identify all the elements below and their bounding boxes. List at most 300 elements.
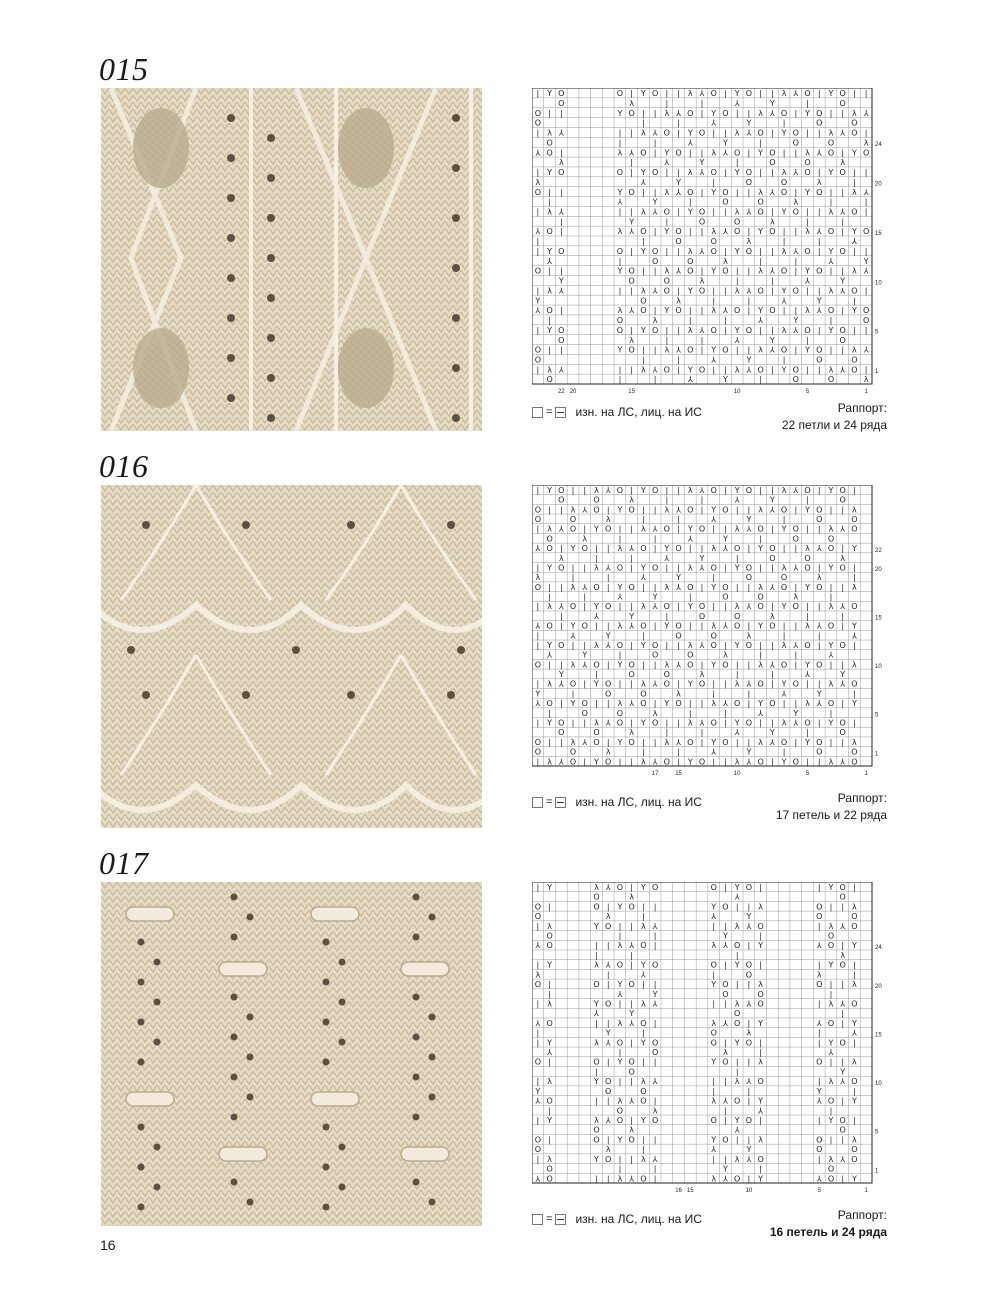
page-number: 16	[100, 1237, 116, 1253]
svg-text:|: |	[782, 747, 786, 757]
svg-text:|: |	[630, 999, 634, 1009]
svg-text:|: |	[653, 375, 657, 385]
svg-text:|: |	[606, 582, 610, 592]
svg-text:|: |	[817, 999, 821, 1009]
svg-text:Y: Y	[711, 582, 717, 592]
svg-text:Y: Y	[851, 227, 857, 237]
svg-text:λ: λ	[828, 524, 834, 534]
svg-text:λ: λ	[641, 365, 646, 375]
svg-text:λ: λ	[723, 256, 728, 266]
chart-row-label: 5	[875, 329, 879, 336]
svg-text:|: |	[794, 256, 798, 266]
svg-text:λ: λ	[594, 960, 599, 970]
svg-text:⅄: ⅄	[781, 689, 787, 699]
svg-text:Y: Y	[699, 158, 705, 168]
svg-text:|: |	[595, 621, 598, 631]
svg-text:O: O	[722, 345, 729, 355]
svg-text:λ: λ	[547, 999, 552, 1009]
svg-text:|: |	[724, 365, 727, 375]
svg-text:⅄: ⅄	[652, 365, 658, 375]
svg-text:λ: λ	[629, 1125, 635, 1135]
svg-text:|: |	[735, 345, 739, 355]
svg-text:⅄: ⅄	[640, 970, 646, 980]
chart-col-label: 5	[805, 771, 810, 777]
svg-text:⅄: ⅄	[652, 679, 658, 689]
chart-col-label: 17	[651, 771, 659, 777]
svg-text:|: |	[595, 544, 598, 554]
svg-text:⅄: ⅄	[746, 999, 752, 1009]
svg-text:O: O	[816, 187, 823, 197]
svg-text:λ: λ	[664, 505, 670, 515]
svg-text:|: |	[747, 1135, 751, 1145]
svg-text:|: |	[829, 197, 833, 207]
svg-text:|: |	[829, 187, 833, 197]
svg-text:λ: λ	[535, 177, 541, 187]
svg-text:|: |	[677, 128, 680, 138]
svg-text:⅄: ⅄	[793, 563, 799, 573]
svg-text:⅄: ⅄	[594, 611, 599, 621]
svg-text:λ: λ	[852, 1135, 857, 1145]
svg-text:|: |	[665, 217, 669, 227]
svg-text:⅄: ⅄	[558, 207, 564, 217]
svg-text:|: |	[642, 345, 645, 355]
svg-text:O: O	[534, 660, 542, 670]
svg-text:Y: Y	[746, 747, 752, 757]
svg-text:|: |	[782, 237, 786, 247]
svg-text:|: |	[735, 1067, 739, 1077]
repeat-info-016	[776, 790, 887, 824]
svg-text:⅄: ⅄	[851, 237, 857, 247]
svg-text:O: O	[839, 98, 846, 108]
svg-text:|: |	[724, 921, 727, 931]
svg-text:⅄: ⅄	[547, 650, 553, 660]
svg-text:⅄: ⅄	[605, 563, 611, 573]
svg-text:|: |	[853, 960, 856, 970]
svg-text:O: O	[734, 941, 741, 951]
svg-text:O: O	[628, 670, 635, 680]
equals-sign: =	[546, 796, 553, 808]
svg-text:|: |	[817, 960, 821, 970]
svg-text:O: O	[745, 1115, 753, 1125]
svg-text:⅄: ⅄	[816, 699, 822, 709]
svg-text:|: |	[642, 737, 645, 747]
svg-text:|: |	[630, 640, 634, 650]
svg-text:|: |	[595, 670, 598, 680]
swatch-photo-016	[101, 485, 482, 828]
svg-text:Y: Y	[711, 737, 717, 747]
svg-text:O: O	[722, 187, 729, 197]
svg-text:Y: Y	[617, 266, 623, 276]
svg-text:Y: Y	[640, 960, 646, 970]
svg-text:O: O	[558, 718, 565, 728]
svg-text:Y: Y	[734, 882, 740, 892]
svg-text:|: |	[829, 316, 833, 326]
svg-text:⅄: ⅄	[652, 602, 658, 612]
svg-text:O: O	[757, 999, 764, 1009]
svg-text:|: |	[817, 921, 821, 931]
svg-text:O: O	[687, 582, 694, 592]
svg-text:|: |	[747, 621, 751, 631]
svg-text:Y: Y	[781, 757, 787, 767]
svg-text:|: |	[735, 660, 739, 670]
svg-text:|: |	[829, 1106, 833, 1116]
svg-text:⅄: ⅄	[711, 912, 717, 922]
svg-text:λ: λ	[594, 882, 599, 892]
svg-text:|: |	[817, 365, 821, 375]
svg-text:λ: λ	[547, 602, 552, 612]
svg-text:|: |	[747, 296, 751, 306]
svg-text:|: |	[583, 485, 587, 495]
svg-text:O: O	[827, 544, 835, 554]
svg-text:O: O	[827, 699, 835, 709]
svg-text:|: |	[630, 602, 634, 612]
svg-text:λ: λ	[852, 108, 857, 118]
chart-017	[532, 882, 888, 1195]
svg-text:Y: Y	[652, 592, 658, 602]
svg-text:O: O	[745, 1038, 753, 1048]
svg-text:λ: λ	[629, 335, 635, 345]
svg-text:⅄: ⅄	[840, 921, 846, 931]
svg-text:O: O	[816, 660, 823, 670]
svg-text:O: O	[640, 621, 647, 631]
svg-text:O: O	[816, 980, 823, 990]
svg-text:O: O	[640, 1018, 647, 1028]
svg-text:O: O	[745, 573, 753, 583]
svg-text:O: O	[722, 1135, 729, 1145]
svg-text:⅄: ⅄	[676, 108, 681, 118]
svg-text:O: O	[616, 960, 624, 970]
svg-text:|: |	[642, 912, 645, 922]
svg-text:|: |	[864, 286, 868, 296]
svg-text:O: O	[698, 365, 706, 375]
repeat-value: 17 петель и 22 ряда	[775, 808, 887, 822]
svg-text:|: |	[806, 128, 809, 138]
svg-text:O: O	[851, 602, 858, 612]
svg-text:Y: Y	[711, 345, 717, 355]
chart-row-label: 20	[875, 983, 882, 990]
svg-text:|: |	[559, 699, 563, 709]
svg-text:|: |	[759, 138, 762, 148]
svg-text:|: |	[700, 699, 704, 709]
svg-text:O: O	[628, 660, 635, 670]
svg-text:|: |	[653, 138, 657, 148]
svg-text:|: |	[806, 365, 809, 375]
svg-text:Y: Y	[640, 563, 646, 573]
svg-text:|: |	[559, 505, 563, 515]
svg-text:O: O	[816, 355, 823, 365]
chart-row-label: 5	[875, 712, 879, 719]
svg-text:λ: λ	[852, 737, 857, 747]
svg-text:⅄: ⅄	[816, 1096, 822, 1106]
svg-text:Y: Y	[687, 128, 693, 138]
svg-text:|: |	[665, 495, 669, 505]
svg-text:O: O	[534, 345, 542, 355]
svg-text:⅄: ⅄	[652, 286, 658, 296]
svg-text:⅄: ⅄	[699, 325, 705, 335]
svg-text:|: |	[548, 266, 551, 276]
svg-text:|: |	[677, 524, 680, 534]
svg-text:|: |	[841, 1174, 845, 1184]
svg-text:Y: Y	[746, 355, 752, 365]
svg-text:O: O	[851, 912, 858, 922]
legend-text: изн. на ЛС, лиц. на ИС	[575, 1212, 702, 1226]
svg-text:O: O	[569, 515, 577, 525]
svg-text:λ: λ	[828, 757, 834, 767]
svg-text:λ: λ	[594, 563, 599, 573]
svg-text:|: |	[653, 582, 657, 592]
svg-text:λ: λ	[758, 902, 763, 912]
svg-text:⅄: ⅄	[793, 246, 799, 256]
svg-text:O: O	[827, 138, 835, 148]
svg-text:⅄: ⅄	[582, 660, 588, 670]
svg-text:|: |	[806, 495, 809, 505]
swatch-photo-015	[101, 88, 482, 431]
svg-text:O: O	[534, 1057, 542, 1067]
svg-text:|: |	[606, 1135, 610, 1145]
svg-text:Y: Y	[851, 148, 857, 158]
svg-text:|: |	[841, 737, 845, 747]
svg-text:|: |	[548, 737, 551, 747]
svg-text:λ: λ	[641, 1077, 646, 1087]
svg-text:Y: Y	[711, 505, 717, 515]
svg-text:|: |	[747, 737, 751, 747]
svg-text:λ: λ	[535, 970, 541, 980]
svg-text:Y: Y	[828, 960, 834, 970]
svg-text:O: O	[745, 485, 753, 495]
svg-text:|: |	[770, 276, 774, 286]
svg-text:|: |	[642, 980, 645, 990]
legend-016	[532, 795, 702, 809]
svg-text:λ: λ	[652, 708, 658, 718]
equals-sign: =	[546, 406, 553, 418]
svg-text:λ: λ	[758, 505, 763, 515]
svg-text:λ: λ	[758, 1135, 763, 1145]
svg-text:|: |	[817, 1077, 821, 1087]
svg-text:λ: λ	[617, 148, 623, 158]
svg-text:O: O	[792, 679, 799, 689]
svg-text:Y: Y	[605, 631, 611, 641]
svg-text:|: |	[735, 553, 739, 563]
svg-text:|: |	[712, 679, 716, 689]
svg-text:λ: λ	[711, 941, 717, 951]
svg-text:|: |	[841, 148, 845, 158]
svg-text:λ: λ	[641, 207, 646, 217]
svg-text:Y: Y	[816, 296, 822, 306]
svg-text:O: O	[710, 563, 717, 573]
svg-text:O: O	[745, 246, 753, 256]
svg-text:|: |	[559, 660, 563, 670]
svg-text:⅄: ⅄	[535, 1174, 541, 1184]
svg-text:λ: λ	[781, 718, 787, 728]
svg-text:λ: λ	[605, 912, 611, 922]
svg-text:⅄: ⅄	[582, 737, 588, 747]
svg-text:O: O	[851, 128, 858, 138]
svg-text:|: |	[724, 999, 727, 1009]
svg-text:|: |	[618, 931, 622, 941]
svg-text:λ: λ	[547, 1077, 552, 1087]
svg-text:|: |	[724, 708, 727, 718]
svg-text:O: O	[851, 999, 858, 1009]
svg-text:Y: Y	[676, 573, 681, 583]
svg-text:|: |	[677, 485, 680, 495]
svg-text:|: |	[700, 108, 704, 118]
svg-text:O: O	[558, 325, 565, 335]
svg-text:λ: λ	[711, 148, 717, 158]
svg-text:O: O	[816, 118, 823, 128]
svg-text:⅄: ⅄	[605, 640, 611, 650]
svg-text:Y: Y	[547, 168, 553, 178]
svg-text:O: O	[651, 1115, 659, 1125]
svg-text:|: |	[665, 246, 669, 256]
svg-text:|: |	[759, 882, 762, 892]
svg-text:λ: λ	[594, 718, 599, 728]
svg-text:λ: λ	[746, 631, 752, 641]
svg-text:O: O	[593, 1057, 600, 1067]
svg-text:Y: Y	[711, 1135, 717, 1145]
svg-text:⅄: ⅄	[793, 718, 799, 728]
svg-text:⅄: ⅄	[723, 621, 728, 631]
svg-text:|: |	[724, 757, 727, 767]
svg-text:|: |	[653, 1057, 657, 1067]
svg-text:⅄: ⅄	[558, 679, 564, 689]
svg-text:Y: Y	[617, 582, 623, 592]
svg-text:O: O	[593, 1135, 600, 1145]
svg-text:λ: λ	[558, 158, 564, 168]
svg-text:O: O	[616, 563, 624, 573]
svg-text:Y: Y	[711, 266, 717, 276]
svg-text:|: |	[618, 1077, 622, 1087]
svg-text:⅄: ⅄	[816, 148, 822, 158]
svg-text:|: |	[747, 941, 751, 951]
svg-text:|: |	[724, 563, 727, 573]
svg-text:|: |	[747, 227, 751, 237]
svg-text:Y: Y	[758, 941, 764, 951]
svg-text:Y: Y	[664, 699, 670, 709]
svg-text:O: O	[839, 1115, 846, 1125]
svg-text:O: O	[616, 168, 624, 178]
svg-text:O: O	[663, 757, 670, 767]
svg-text:|: |	[829, 980, 833, 990]
svg-text:⅄: ⅄	[840, 207, 846, 217]
svg-text:Y: Y	[640, 89, 646, 99]
svg-text:|: |	[677, 679, 680, 689]
svg-text:O: O	[757, 757, 764, 767]
svg-text:O: O	[827, 534, 835, 544]
svg-text:|: |	[712, 757, 716, 767]
svg-text:λ: λ	[723, 1048, 728, 1058]
svg-text:|: |	[665, 718, 669, 728]
svg-text:|: |	[712, 1086, 716, 1096]
svg-text:Y: Y	[617, 345, 623, 355]
svg-text:O: O	[651, 168, 659, 178]
svg-text:|: |	[770, 602, 774, 612]
svg-text:O: O	[804, 485, 811, 495]
svg-text:|: |	[630, 207, 634, 217]
svg-text:⅄: ⅄	[582, 505, 588, 515]
svg-text:|: |	[782, 621, 786, 631]
svg-text:|: |	[853, 177, 856, 187]
svg-text:|: |	[630, 1115, 634, 1125]
svg-text:O: O	[651, 89, 659, 99]
svg-text:|: |	[653, 266, 657, 276]
svg-text:O: O	[546, 544, 553, 554]
svg-text:O: O	[827, 227, 835, 237]
svg-text:|: |	[864, 207, 868, 217]
equals-sign: =	[546, 1213, 553, 1225]
svg-text:O: O	[534, 582, 542, 592]
svg-text:Y: Y	[851, 699, 857, 709]
svg-text:O: O	[792, 375, 799, 385]
svg-text:O: O	[722, 582, 729, 592]
svg-text:|: |	[665, 168, 669, 178]
svg-text:⅄: ⅄	[863, 266, 869, 276]
svg-text:⅄: ⅄	[629, 1018, 635, 1028]
svg-text:λ: λ	[664, 266, 670, 276]
svg-text:⅄: ⅄	[699, 246, 705, 256]
svg-text:|: |	[618, 921, 622, 931]
svg-text:Y: Y	[687, 679, 693, 689]
svg-text:⅄: ⅄	[605, 718, 611, 728]
svg-text:|: |	[770, 365, 774, 375]
svg-text:|: |	[630, 286, 634, 296]
svg-text:O: O	[558, 246, 565, 256]
svg-text:|: |	[630, 1038, 634, 1048]
svg-text:λ: λ	[664, 345, 670, 355]
svg-text:λ: λ	[687, 718, 693, 728]
svg-text:O: O	[722, 592, 729, 602]
svg-text:Y: Y	[758, 1174, 764, 1184]
svg-text:|: |	[770, 246, 774, 256]
svg-text:|: |	[735, 158, 739, 168]
svg-text:|: |	[571, 640, 575, 650]
svg-text:Y: Y	[582, 650, 588, 660]
svg-text:O: O	[558, 89, 565, 99]
svg-text:O: O	[558, 335, 565, 345]
svg-text:|: |	[759, 375, 762, 385]
svg-text:Y: Y	[687, 207, 693, 217]
svg-text:λ: λ	[734, 757, 740, 767]
svg-text:|: |	[794, 621, 798, 631]
svg-text:O: O	[710, 325, 717, 335]
svg-text:|: |	[677, 355, 680, 365]
svg-text:|: |	[853, 882, 856, 892]
svg-text:|: |	[688, 708, 692, 718]
svg-text:|: |	[700, 335, 704, 345]
svg-text:Y: Y	[594, 524, 599, 534]
svg-text:|: |	[653, 737, 657, 747]
svg-text:|: |	[806, 98, 809, 108]
svg-text:⅄: ⅄	[676, 505, 681, 515]
svg-text:⅄: ⅄	[652, 207, 658, 217]
svg-text:|: |	[536, 640, 540, 650]
svg-text:|: |	[630, 128, 634, 138]
svg-text:|: |	[724, 246, 727, 256]
svg-text:|: |	[653, 931, 657, 941]
svg-text:λ: λ	[805, 306, 810, 316]
svg-text:O: O	[546, 1174, 553, 1184]
svg-text:|: |	[829, 660, 833, 670]
svg-text:O: O	[722, 266, 729, 276]
svg-text:λ: λ	[570, 737, 576, 747]
svg-text:|: |	[817, 524, 821, 534]
svg-text:Y: Y	[851, 306, 857, 316]
svg-text:⅄: ⅄	[758, 708, 764, 718]
svg-text:|: |	[583, 563, 587, 573]
svg-text:O: O	[792, 534, 799, 544]
chart-col-label: 15	[686, 1188, 694, 1194]
svg-text:⅄: ⅄	[711, 118, 717, 128]
svg-text:O: O	[851, 1145, 858, 1155]
